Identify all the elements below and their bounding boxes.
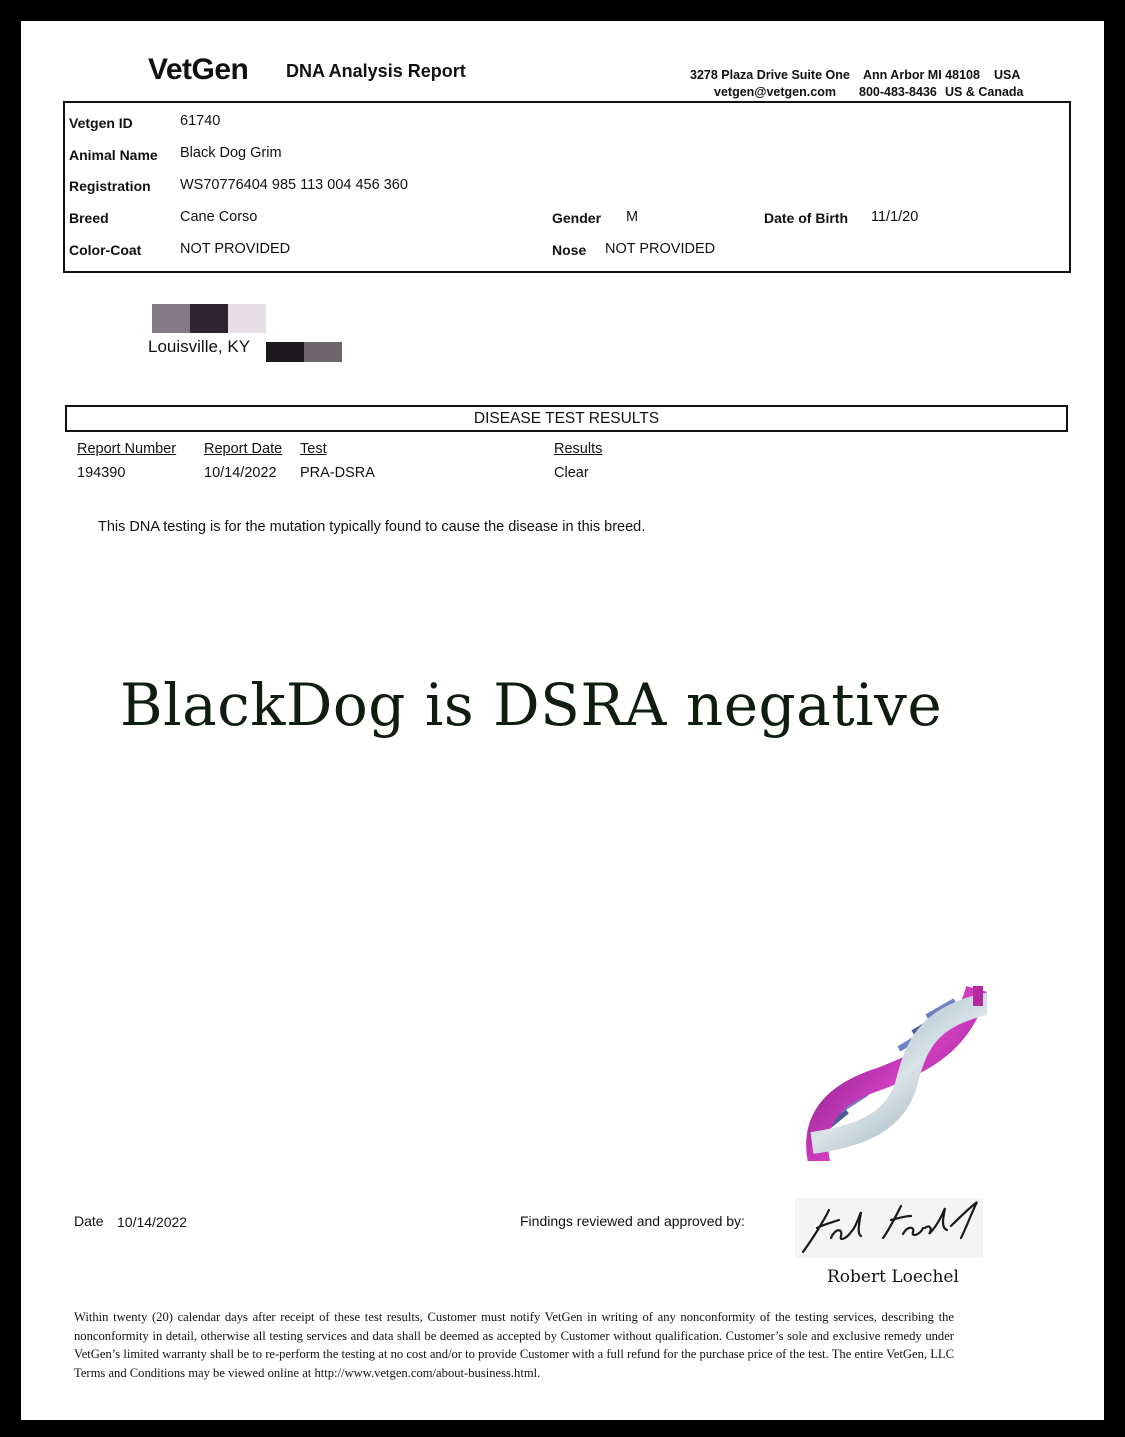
contact-phone-region: US & Canada bbox=[945, 85, 1024, 99]
color-coat-label: Color-Coat bbox=[69, 242, 142, 258]
date-label: Date bbox=[74, 1213, 104, 1229]
test-note: This DNA testing is for the mutation typically found to cause the disease in this breed. bbox=[98, 519, 646, 535]
col-report-number: Report Number bbox=[77, 441, 177, 457]
signer-name: Robert Loechel bbox=[827, 1267, 959, 1287]
dob-value: 11/1/20 bbox=[871, 209, 919, 225]
disease-results-heading: DISEASE TEST RESULTS bbox=[65, 405, 1068, 432]
address-street: 3278 Plaza Drive Suite One bbox=[690, 68, 850, 82]
date-value: 10/14/2022 bbox=[117, 1214, 188, 1230]
breed-value: Cane Corso bbox=[180, 209, 258, 225]
nose-label: Nose bbox=[552, 242, 587, 258]
breed-label: Breed bbox=[69, 210, 109, 226]
dna-helix-icon bbox=[787, 961, 987, 1161]
contact-email: vetgen@vetgen.com bbox=[714, 85, 836, 99]
animal-name-value: Black Dog Grim bbox=[180, 145, 282, 161]
col-test: Test bbox=[300, 441, 327, 457]
report-page bbox=[21, 21, 1104, 1420]
contact-phone: 800-483-8436 bbox=[859, 85, 937, 99]
registration-label: Registration bbox=[69, 178, 151, 194]
cell-result: Clear bbox=[554, 465, 589, 481]
headline-overlay: BlackDog is DSRA negative bbox=[120, 671, 943, 739]
address-country: USA bbox=[994, 68, 1021, 82]
report-title: DNA Analysis Report bbox=[286, 61, 466, 81]
dob-label: Date of Birth bbox=[764, 210, 848, 226]
vetgen-id-label: Vetgen ID bbox=[69, 115, 133, 131]
registration-value: WS70776404 985 113 004 456 360 bbox=[180, 177, 408, 193]
approval-label: Findings reviewed and approved by: bbox=[520, 1213, 745, 1229]
owner-city: Louisville, KY bbox=[148, 337, 251, 356]
redaction-block bbox=[266, 342, 304, 362]
redaction-block bbox=[304, 342, 342, 362]
redaction-block bbox=[228, 304, 266, 333]
redaction-block bbox=[152, 304, 190, 333]
brand-logo: VetGen bbox=[148, 53, 249, 86]
gender-value: M bbox=[626, 209, 639, 225]
color-coat-value: NOT PROVIDED bbox=[180, 241, 291, 257]
nose-value: NOT PROVIDED bbox=[605, 241, 716, 257]
cell-report-number: 194390 bbox=[77, 465, 126, 481]
redaction-block bbox=[190, 304, 228, 333]
cell-report-date: 10/14/2022 bbox=[204, 465, 277, 481]
signature bbox=[795, 1198, 983, 1258]
gender-label: Gender bbox=[552, 210, 602, 226]
legal-disclaimer: Within twenty (20) calendar days after receipt of these test results, Customer must notify VetGen in writing of any nonconformity of the testing services, describing the nonconformity in detail, otherwise all testing services and data shall be deemed as accepted by Customer without qualification. Customer’s sole and exclusive remedy under VetGen’s limited warranty shall be to re-perform the testing at no cost and/or to provide Customer with a full refund for the purchase price of the test. The entire VetGen, LLC Terms and Conditions may be viewed online at http://www.vetgen.com/about-business.html. bbox=[74, 1310, 954, 1380]
col-report-date: Report Date bbox=[204, 441, 283, 457]
col-results: Results bbox=[554, 441, 603, 457]
animal-name-label: Animal Name bbox=[69, 147, 158, 163]
address-city: Ann Arbor MI 48108 bbox=[863, 68, 980, 82]
cell-test: PRA-DSRA bbox=[300, 465, 375, 481]
vetgen-id-value: 61740 bbox=[180, 113, 221, 129]
